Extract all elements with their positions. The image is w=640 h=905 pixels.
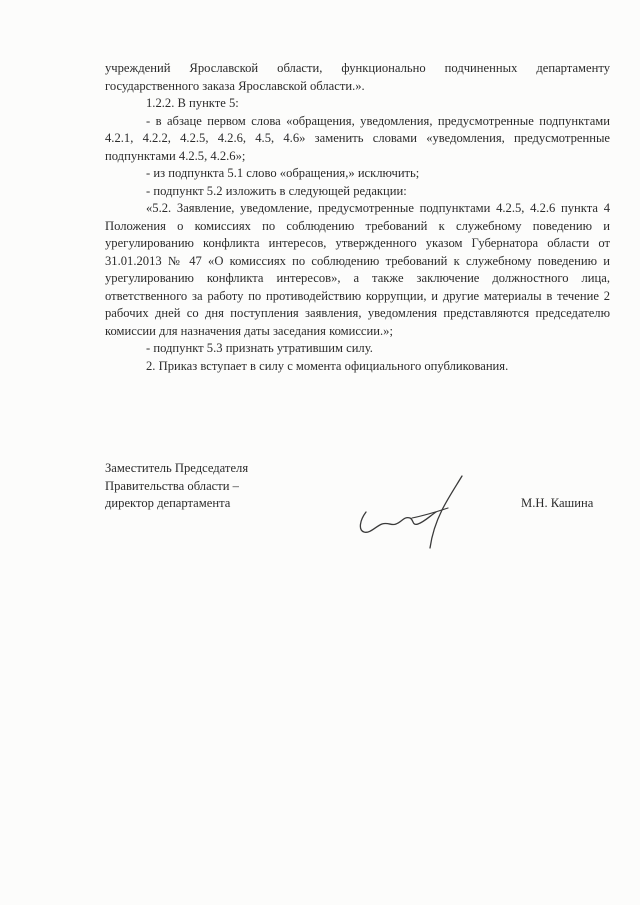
handwritten-signature	[352, 472, 472, 552]
signatory-position	[105, 460, 248, 513]
paragraph-item-5-3: - подпункт 5.3 признать утратившим силу.	[146, 341, 373, 355]
position-line: Заместитель Председателя	[105, 461, 249, 475]
paragraph-new-edition: - подпункт 5.2 изложить в следующей редакции:	[146, 183, 407, 198]
paragraph-item-1-2-2: 1.2.2. В пункте 5:	[146, 96, 239, 110]
paragraph-exclude-word: - из подпункта 5.1 слово «обращения,» исключить;	[146, 166, 420, 180]
position-line: Правительства области –	[105, 478, 239, 493]
paragraph-effective-date: 2. Приказ вступает в силу с момента официального опубликования.	[146, 358, 509, 373]
paragraph-replace-words: - в абзаце первом слова «обращения, уведомления, предусмотренные подпунктами 4.2.1, 4.2.2, 4.2.5, 4.2.6, 4.5, 4.6» заменить словами «уведомления, предусмотренные подпунктами 4.2.5, 4.2.6»;	[105, 113, 610, 163]
signatory-name: М.Н. Кашина	[521, 496, 594, 510]
document-body	[105, 60, 610, 375]
paragraph-continuation: учреждений Ярославской области, функционально подчиненных департаменту государственного заказа Ярославской области.».	[105, 61, 610, 93]
position-line: директор департамента	[105, 496, 231, 510]
paragraph-item-5-2: «5.2. Заявление, уведомление, предусмотренные подпунктами 4.2.5, 4.2.6 пункта 4 Положения о комиссиях по соблюдению требований к служебному поведению и урегулированию конфликта интересов, утвержденного указом Губернатора области от 31.01.2013 № 47 «О комиссиях по соблюдению требований к служебному поведению и урегулированию конфликта интересов», а также заключение должностного лица, ответственного за работу по противодействию коррупции, и другие материалы в течение 2 рабочих дней со дня поступления заявления, уведомления представляются председателю комиссии для назначения даты заседания комиссии.»;	[105, 201, 610, 338]
